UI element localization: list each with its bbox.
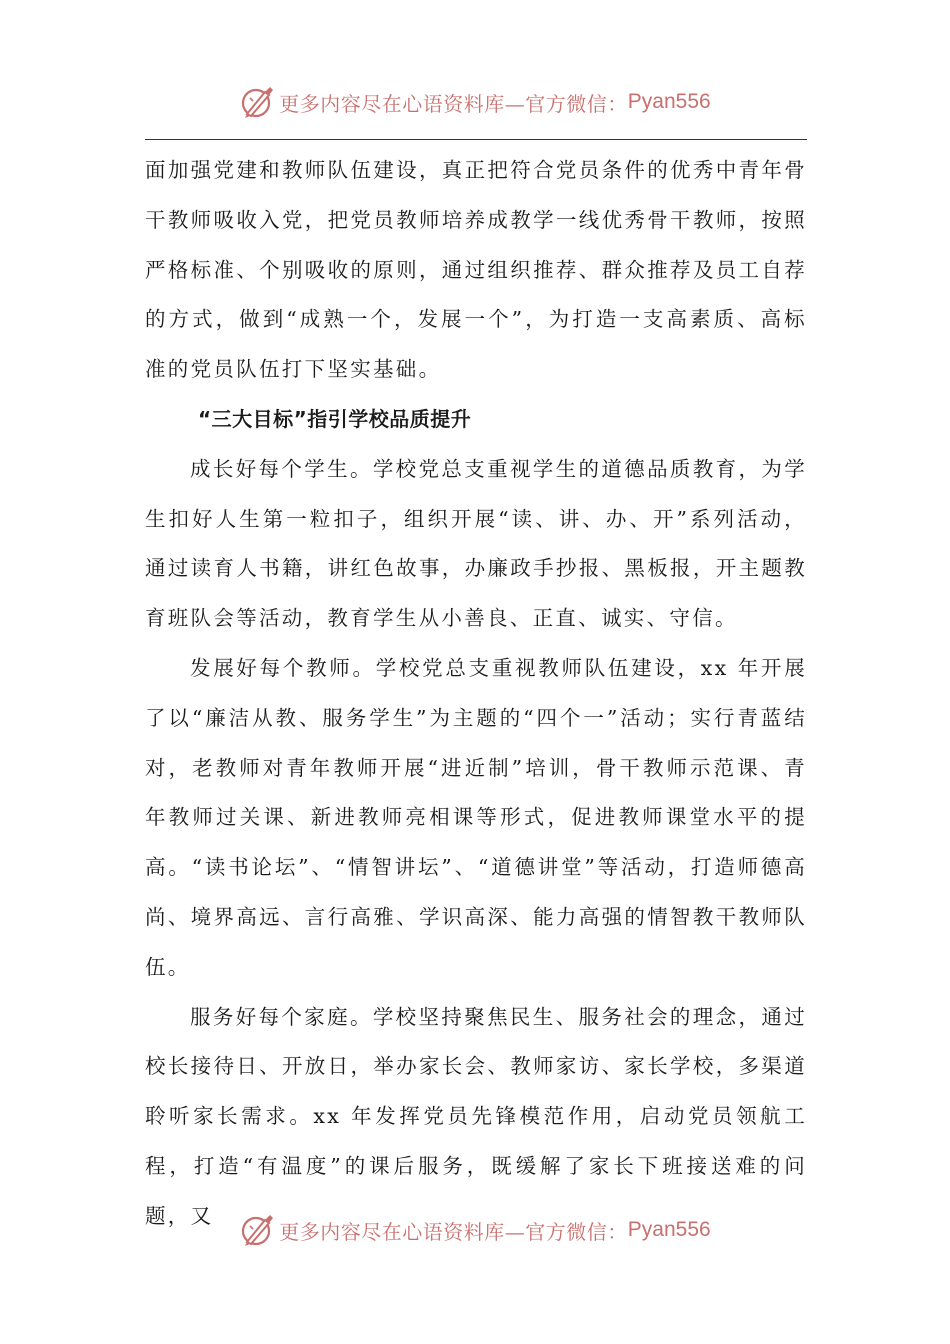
- watermark-text: 更多内容尽在心语资料库—官方微信：: [279, 1219, 628, 1244]
- page-footer-watermark: [0, 1210, 950, 1250]
- document-body: [145, 146, 807, 1242]
- header-divider: [145, 139, 807, 140]
- section-heading: “三大目标”指引学校品质提升: [198, 406, 472, 431]
- paragraph-students: 成长好每个学生。学校党总支重视学生的道德品质教育，为学生扣好人生第一粒扣子，组织开展“读、讲、办、开”系列活动，通过读育人书籍，讲红色故事，办廉政手抄报、黑板报，开主题教育班队会等活动，教育学生从小善良、正直、诚实、守信。: [145, 456, 807, 631]
- watermark-brand-footer: [239, 1212, 710, 1248]
- paragraph-families: 服务好每个家庭。学校坚持聚焦民生、服务社会的理念，通过校长接待日、开放日，举办家长会、教师家访、家长学校，多渠道聆听家长需求。xx 年发挥党员先锋模范作用，启动党员领航工程，打造“有温度”的课后服务，既缓解了家长下班接送难的问题，又: [145, 1004, 807, 1228]
- watermark-wechat-id: Pyan556: [627, 1218, 711, 1241]
- watermark-wechat-id: Pyan556: [627, 90, 711, 113]
- page-header-watermark: [0, 82, 950, 122]
- pen-logo-icon: [239, 1212, 275, 1248]
- paragraph-continuation: 面加强党建和教师队伍建设，真正把符合党员条件的优秀中青年骨干教师吸收入党，把党员教师培养成教学一线优秀骨干教师，按照严格标准、个别吸收的原则，通过组织推荐、群众推荐及员工自荐的方式，做到“成熟一个，发展一个”，为打造一支高素质、高标准的党员队伍打下坚实基础。: [145, 158, 807, 382]
- watermark-brand: [239, 84, 710, 120]
- watermark-text: 更多内容尽在心语资料库—官方微信：: [279, 91, 628, 116]
- paragraph-teachers: 发展好每个教师。学校党总支重视教师队伍建设，xx 年开展了以“廉洁从教、服务学生”为主题的“四个一”活动；实行青蓝结对，老教师对青年教师开展“进近制”培训，骨干教师示范课、青年教师过关课、新进教师亮相课等形式，促进教师课堂水平的提高。“读书论坛”、“情智讲坛”、“道德讲堂”等活动，打造师德高尚、境界高远、言行高雅、学识高深、能力高强的情智教干教师队伍。: [145, 655, 807, 979]
- pen-logo-icon: [239, 84, 275, 120]
